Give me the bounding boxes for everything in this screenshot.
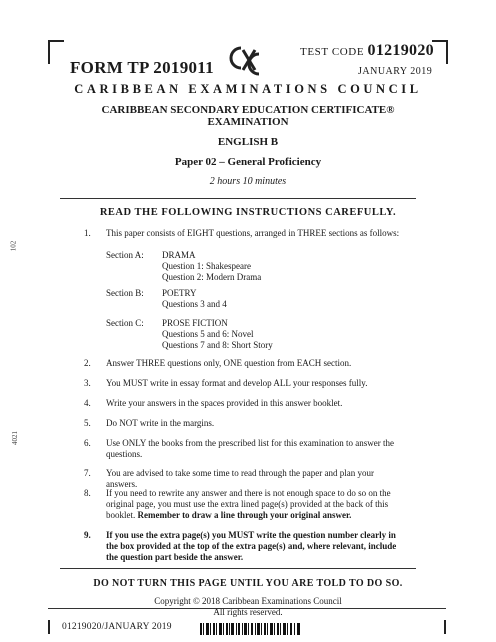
section-content <box>160 288 360 310</box>
section-line: Question 2: Modern Drama <box>162 272 262 282</box>
divider-top <box>60 198 416 199</box>
item-text-emphasis: Remember to draw a line through your original answer. <box>137 510 352 520</box>
do-not-turn-warning: DO NOT TURN THIS PAGE UNTIL YOU ARE TOLD TO DO SO. <box>93 578 403 589</box>
corner-tick-right <box>444 620 446 634</box>
cxc-logo <box>225 42 269 78</box>
certificate-line-1: CARIBBEAN SECONDARY EDUCATION CERTIFICATE® <box>101 104 395 116</box>
divider-bottom <box>60 568 416 569</box>
footer-divider <box>48 608 446 609</box>
section-title: DRAMA <box>162 250 196 260</box>
item-text: You MUST write in essay format and develop ALL your responses fully. <box>106 378 368 388</box>
test-code-label: TEST CODE <box>300 46 365 58</box>
section-line: Question 1: Shakespeare <box>162 261 251 271</box>
section-label: Section B: <box>106 288 144 298</box>
item-number: 3. <box>84 378 91 388</box>
margin-number-top: 102 <box>9 240 18 252</box>
item-text <box>106 488 406 521</box>
item-text-main: If you need to rewrite any answer and there is not enough space to do so on the original page, you must use the extra lined page(s) provided at the back of this booklet. <box>106 488 391 520</box>
paper-title: Paper 02 – General Proficiency <box>174 156 322 168</box>
section-label: Section A: <box>106 250 144 260</box>
section-content <box>160 250 360 283</box>
item-text: If you use the extra page(s) you MUST write the question number clearly in the box provided at the top of the extra page(s) and, where relevant, include the question part beside the answer. <box>106 530 397 562</box>
copyright <box>0 596 496 618</box>
certificate-title <box>0 104 496 128</box>
corner-bracket-top-right <box>432 40 448 64</box>
test-code <box>300 42 434 60</box>
item-text: Answer THREE questions only, ONE question from EACH section. <box>106 358 352 368</box>
section-line: Questions 5 and 6: Novel <box>162 329 254 339</box>
item-number: 9. <box>84 530 91 540</box>
margin-number-bottom: 4021 <box>11 431 19 445</box>
item-number: 7. <box>84 468 91 478</box>
item-text: This paper consists of EIGHT questions, arranged in THREE sections as follows: <box>106 228 400 238</box>
subject-title: ENGLISH B <box>217 136 279 148</box>
item-text: You are advised to take some time to read through the paper and plan your answers. <box>106 468 375 489</box>
item-text: Do NOT write in the margins. <box>106 418 215 428</box>
section-title: PROSE FICTION <box>162 318 228 328</box>
item-number: 4. <box>84 398 91 408</box>
certificate-line-2: EXAMINATION <box>207 116 289 128</box>
section-line: Questions 3 and 4 <box>162 299 227 309</box>
item-number: 2. <box>84 358 91 368</box>
exam-date: JANUARY 2019 <box>358 66 433 77</box>
copyright-line-2: All rights reserved. <box>213 607 283 617</box>
duration: 2 hours 10 minutes <box>209 176 287 187</box>
barcode <box>200 623 300 635</box>
test-code-value: 01219020 <box>367 42 434 59</box>
instructions-heading: READ THE FOLLOWING INSTRUCTIONS CAREFULLY. <box>99 207 397 218</box>
section-label: Section C: <box>106 318 144 328</box>
form-code: FORM TP 2019011 <box>70 58 214 77</box>
footer-code-date: 01219020/JANUARY 2019 <box>62 622 172 632</box>
item-number: 1. <box>84 228 91 238</box>
item-number: 6. <box>84 438 91 448</box>
item-number: 5. <box>84 418 91 428</box>
item-text: Use ONLY the books from the prescribed list for this examination to answer the questions. <box>106 438 394 459</box>
corner-tick-left <box>48 620 50 634</box>
section-content <box>160 318 360 351</box>
item-text: Write your answers in the spaces provided in this answer booklet. <box>106 398 343 408</box>
council-name: CARIBBEAN EXAMINATIONS COUNCIL <box>74 82 422 96</box>
section-title: POETRY <box>162 288 197 298</box>
section-line: Questions 7 and 8: Short Story <box>162 340 273 350</box>
item-number: 8. <box>84 488 91 498</box>
corner-bracket-top-left <box>48 40 64 64</box>
copyright-line-1: Copyright © 2018 Caribbean Examinations Council <box>154 596 342 606</box>
